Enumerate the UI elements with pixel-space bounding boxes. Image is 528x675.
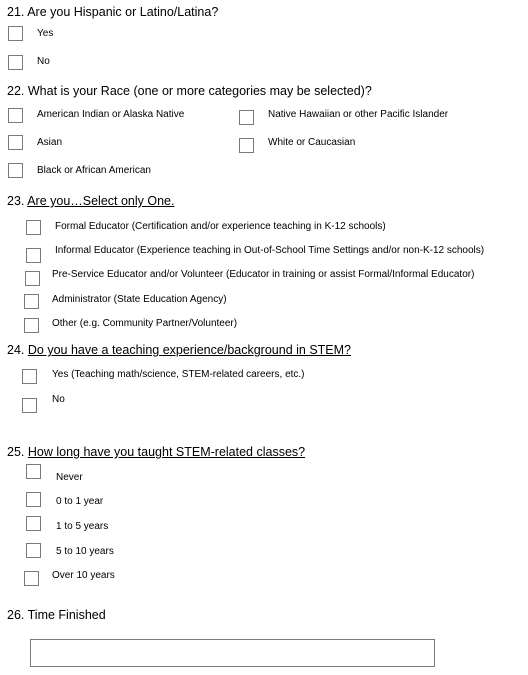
question-number: 22. [7, 84, 25, 98]
checkbox-q25-never[interactable] [26, 464, 41, 479]
checkbox-q22-native-hawaiian[interactable] [239, 110, 254, 125]
option-label: American Indian or Alaska Native [37, 109, 185, 120]
checkbox-q22-american-indian[interactable] [8, 108, 23, 123]
checkbox-q25-1-5[interactable] [26, 516, 41, 531]
option-label: Yes [37, 28, 54, 39]
option-label: Black or African American [37, 165, 151, 176]
question-24 [7, 343, 351, 358]
checkbox-q25-5-10[interactable] [26, 543, 41, 558]
checkbox-q21-yes[interactable] [8, 26, 23, 41]
question-number: 26. [7, 608, 25, 622]
question-number: 23. [7, 194, 25, 208]
option-label: Administrator (State Education Agency) [52, 294, 227, 305]
question-text: Time Finished [27, 608, 106, 622]
question-22 [7, 84, 372, 99]
checkbox-q25-0-1[interactable] [26, 492, 41, 507]
option-label: 5 to 10 years [56, 546, 114, 557]
checkbox-q23-pre-service[interactable] [25, 271, 40, 286]
checkbox-q22-white[interactable] [239, 138, 254, 153]
option-label: Never [56, 472, 83, 483]
option-label: Asian [37, 137, 63, 148]
question-text: Are you Hispanic or Latino/Latina? [27, 5, 219, 19]
question-text: What is your Race (one or more categories may be selected)? [27, 84, 372, 98]
checkbox-q23-administrator[interactable] [24, 294, 39, 309]
option-label: Informal Educator (Experience teaching in Out-of-School Time Settings and/or non-K-12 schools) [55, 245, 485, 256]
checkbox-q23-informal[interactable] [26, 248, 41, 263]
question-number: 21. [7, 5, 25, 19]
question-23 [7, 194, 174, 209]
option-label: 1 to 5 years [56, 521, 109, 532]
option-label: Other (e.g. Community Partner/Volunteer) [52, 318, 238, 329]
option-label: Formal Educator (Certification and/or experience teaching in K-12 schools) [55, 221, 386, 232]
question-text: How long have you taught STEM-related classes? [27, 445, 306, 459]
option-label: Pre-Service Educator and/or Volunteer (Educator in training or assist Formal/Informal Educator) [52, 269, 475, 280]
option-label: No [37, 56, 50, 67]
option-label: No [52, 394, 65, 405]
checkbox-q24-yes[interactable] [22, 369, 37, 384]
checkbox-q23-formal[interactable] [26, 220, 41, 235]
question-text: Do you have a teaching experience/background in STEM? [27, 343, 351, 357]
question-number: 24. [7, 343, 25, 357]
question-25 [7, 445, 305, 460]
question-text: Are you…Select only One. [27, 194, 175, 208]
checkbox-q22-black[interactable] [8, 163, 23, 178]
checkbox-q22-asian[interactable] [8, 135, 23, 150]
time-finished-field[interactable] [30, 639, 435, 667]
question-26 [7, 608, 106, 623]
option-label: White or Caucasian [268, 137, 356, 148]
option-label: Yes (Teaching math/science, STEM-related careers, etc.) [52, 369, 305, 380]
question-21 [7, 5, 218, 20]
option-label: Native Hawaiian or other Pacific Islander [268, 109, 449, 120]
checkbox-q21-no[interactable] [8, 55, 23, 70]
checkbox-q23-other[interactable] [24, 318, 39, 333]
checkbox-q25-over-10[interactable] [24, 571, 39, 586]
option-label: Over 10 years [52, 570, 115, 581]
question-number: 25. [7, 445, 25, 459]
option-label: 0 to 1 year [56, 496, 104, 507]
checkbox-q24-no[interactable] [22, 398, 37, 413]
